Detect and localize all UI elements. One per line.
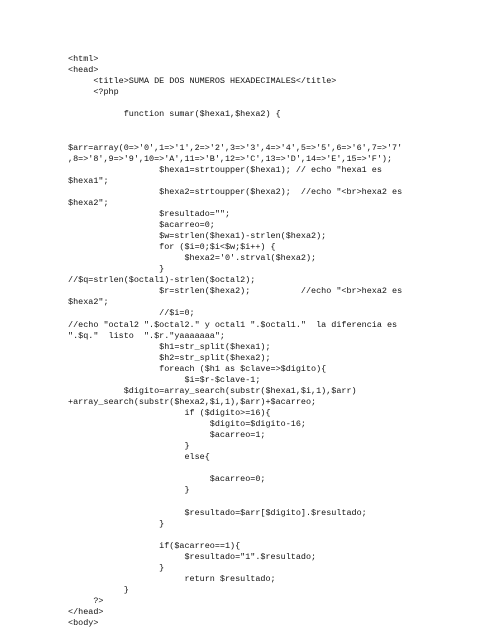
code-line: return $resultado; xyxy=(68,573,276,584)
code-line: $acarreo=0; xyxy=(68,219,215,230)
code-listing xyxy=(68,54,428,629)
code-line: ?> xyxy=(68,596,104,607)
code-line: $hexa2='0'.strval($hexa2); xyxy=(68,253,317,264)
code-line: <body> xyxy=(68,618,99,629)
code-line xyxy=(68,530,428,541)
code-line: </head> xyxy=(68,607,104,618)
code-line: } xyxy=(68,562,165,573)
code-line: $hexa2"; xyxy=(68,197,109,208)
code-line: ".$q." listo ".$r."yaaaaaaa"; xyxy=(68,330,225,341)
code-line: for ($i=0;$i<$w;$i++) { xyxy=(68,242,276,253)
code-line: $acarreo=1; xyxy=(68,430,266,441)
code-line: <title>SUMA DE DOS NUMEROS HEXADECIMALES</title> xyxy=(68,76,337,87)
code-line: <html> xyxy=(68,54,99,64)
code-line xyxy=(68,120,428,131)
code-line: if($acarreo==1){ xyxy=(68,540,241,551)
code-line: } xyxy=(68,264,165,275)
code-line xyxy=(68,131,428,142)
code-line: $i=$r-$clave-1; xyxy=(68,374,261,385)
code-line: ,8=>'8',9=>'9',10=>'A',11=>'B',12=>'C',13=>'D',14=>'E',15=>'F'); xyxy=(68,153,393,164)
code-line: foreach ($h1 as $clave=>$digito){ xyxy=(68,363,327,374)
code-line: $hexa2=strtoupper($hexa2); //echo "<br>hexa2 es xyxy=(68,186,403,197)
code-line: else{ xyxy=(68,452,210,463)
code-line: } xyxy=(68,441,190,452)
code-line: } xyxy=(68,518,165,529)
code-line: function sumar($hexa1,$hexa2) { xyxy=(68,109,281,120)
code-line xyxy=(68,497,428,508)
code-line: $resultado=""; xyxy=(68,208,231,219)
code-line: $r=strlen($hexa2); //echo "<br>hexa2 es xyxy=(68,286,403,297)
code-line: $h2=str_split($hexa2); xyxy=(68,352,271,363)
code-line: $hexa2"; xyxy=(68,297,109,308)
code-line: <?php xyxy=(68,87,119,98)
code-line: $w=strlen($hexa1)-strlen($hexa2); xyxy=(68,231,327,241)
code-line: $hexa1=strtoupper($hexa1); // echo "hexa1 es xyxy=(68,164,382,175)
code-line: $hexa1"; xyxy=(68,175,109,186)
code-line: $digito=$digito-16; xyxy=(68,419,306,430)
code-line: $h1=str_split($hexa1); xyxy=(68,341,271,352)
code-line: $resultado="1".$resultado; xyxy=(68,551,317,562)
code-line: $arr=array(0=>'0',1=>'1',2=>'2',3=>'3',4=>'4',5=>'5',6=>'6',7=>'7' xyxy=(68,142,403,153)
code-line: <head> xyxy=(68,65,99,76)
code-line: } xyxy=(68,585,129,595)
code-line xyxy=(68,98,428,109)
code-line: //$i=0; xyxy=(68,308,195,319)
code-line: //$q=strlen($octal1)-strlen($octal2); xyxy=(68,275,256,286)
code-line: $acarreo=0; xyxy=(68,474,266,485)
code-line xyxy=(68,463,428,474)
code-line: //echo "octal2 ".$octal2." y octal1 ".$octal1." la diferencia es xyxy=(68,319,398,330)
code-line: +array_search(substr($hexa2,$i,1),$arr)+$acarreo; xyxy=(68,396,317,407)
code-line: $resultado=$arr[$digito].$resultado; xyxy=(68,507,367,518)
code-line: $digito=array_search(substr($hexa1,$i,1),$arr) xyxy=(68,385,357,396)
code-line: } xyxy=(68,485,190,496)
code-line: if ($digito>=16){ xyxy=(68,408,271,418)
